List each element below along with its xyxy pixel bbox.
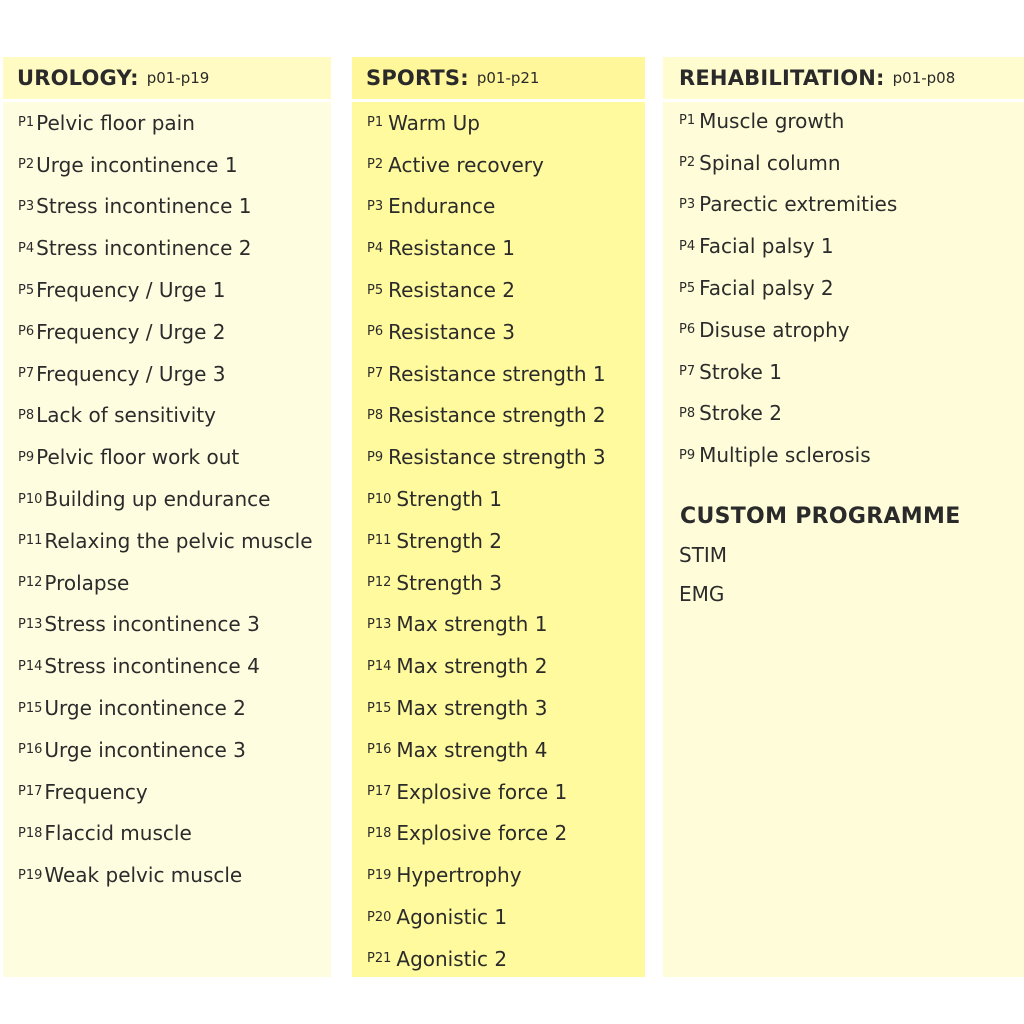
urology-item-label: Urge incontinence 3 xyxy=(44,737,246,762)
rehabilitation-item-code: P2 xyxy=(679,155,696,171)
urology-item-code: P12 xyxy=(18,575,43,591)
urology-item-code: P6 xyxy=(18,324,35,340)
rehabilitation-item xyxy=(679,393,1024,435)
rehabilitation-item-code: P7 xyxy=(679,364,696,380)
urology-item-code: P9 xyxy=(18,449,35,465)
sports-item-code: P11 xyxy=(367,533,392,549)
urology-range: p01-p19 xyxy=(146,69,210,87)
urology-item xyxy=(18,520,331,562)
rehabilitation-item-code: P6 xyxy=(679,322,696,338)
urology-item-code: P1 xyxy=(18,115,35,131)
rehabilitation-item-label: Spinal column xyxy=(699,150,841,175)
rehabilitation-item xyxy=(679,100,1024,142)
rehabilitation-item-code: P9 xyxy=(679,447,696,463)
sports-item-code: P7 xyxy=(367,366,384,382)
sports-item-code: P17 xyxy=(367,784,392,800)
sports-item-code: P10 xyxy=(367,491,392,507)
sports-item xyxy=(367,562,645,604)
sports-item-code: P21 xyxy=(367,951,392,967)
sports-item xyxy=(367,854,645,896)
urology-item-code: P14 xyxy=(18,658,43,674)
sports-header xyxy=(352,57,645,99)
sports-item-code: P1 xyxy=(367,115,384,131)
rehabilitation-item-label: Muscle growth xyxy=(699,108,845,133)
rehabilitation-item-label: Stroke 1 xyxy=(699,359,782,384)
sports-item-code: P13 xyxy=(367,616,392,632)
urology-item-code: P2 xyxy=(18,157,35,173)
urology-item-label: Lack of sensitivity xyxy=(36,403,216,428)
rehabilitation-column xyxy=(663,57,1024,977)
sports-item-label: Max strength 2 xyxy=(396,654,548,679)
urology-item-label: Frequency / Urge 1 xyxy=(36,278,226,303)
sports-item-label: Resistance 1 xyxy=(388,236,515,261)
sports-item-label: Warm Up xyxy=(388,110,480,135)
rehabilitation-item-label: Disuse atrophy xyxy=(699,317,850,342)
custom-programme-list xyxy=(679,535,1024,613)
sports-column xyxy=(352,57,645,977)
urology-item xyxy=(18,353,331,395)
rehabilitation-item-label: Multiple sclerosis xyxy=(699,443,871,468)
sports-item-code: P8 xyxy=(367,407,384,423)
rehabilitation-header xyxy=(663,57,1024,99)
sports-item-code: P6 xyxy=(367,324,384,340)
sports-item-label: Explosive force 1 xyxy=(396,779,568,804)
urology-item xyxy=(18,102,331,144)
sports-item-label: Resistance strength 1 xyxy=(388,361,606,386)
urology-item xyxy=(18,144,331,186)
sports-item xyxy=(367,102,645,144)
sports-item-label: Resistance 3 xyxy=(388,319,515,344)
rehabilitation-item-label: Facial palsy 1 xyxy=(699,234,834,259)
urology-item xyxy=(18,186,331,228)
rehabilitation-item xyxy=(679,434,1024,476)
sports-item-label: Hypertrophy xyxy=(396,863,522,888)
sports-item-label: Max strength 3 xyxy=(396,696,548,721)
sports-item xyxy=(367,144,645,186)
urology-item xyxy=(18,604,331,646)
sports-item-code: P16 xyxy=(367,742,392,758)
urology-item-label: Building up endurance xyxy=(44,487,271,512)
rehabilitation-item-code: P5 xyxy=(679,280,696,296)
urology-item-label: Stress incontinence 3 xyxy=(44,612,260,637)
urology-item xyxy=(18,269,331,311)
urology-item-code: P11 xyxy=(18,533,43,549)
urology-item-label: Frequency xyxy=(44,779,148,804)
sports-item xyxy=(367,604,645,646)
rehabilitation-item xyxy=(679,267,1024,309)
rehabilitation-item-label: Facial palsy 2 xyxy=(699,276,834,301)
urology-item-code: P7 xyxy=(18,366,35,382)
urology-item xyxy=(18,645,331,687)
urology-item-label: Urge incontinence 1 xyxy=(36,152,238,177)
sports-item xyxy=(367,729,645,771)
urology-item-code: P17 xyxy=(18,784,43,800)
urology-item-label: Pelvic floor pain xyxy=(36,110,195,135)
urology-item xyxy=(18,813,331,855)
sports-item xyxy=(367,771,645,813)
rehabilitation-item-label: Stroke 2 xyxy=(699,401,782,426)
urology-item-code: P5 xyxy=(18,282,35,298)
urology-item xyxy=(18,854,331,896)
sports-item xyxy=(367,478,645,520)
sports-item-label: Strength 1 xyxy=(396,487,502,512)
sports-item xyxy=(367,896,645,938)
sports-item xyxy=(367,395,645,437)
sports-item-label: Strength 3 xyxy=(396,570,502,595)
urology-item-code: P19 xyxy=(18,867,43,883)
urology-item-label: Stress incontinence 4 xyxy=(44,654,260,679)
sports-item-code: P18 xyxy=(367,825,392,841)
sports-item-label: Active recovery xyxy=(388,152,544,177)
rehabilitation-item-code: P3 xyxy=(679,196,696,212)
sports-item xyxy=(367,813,645,855)
urology-item-label: Stress incontinence 2 xyxy=(36,236,252,261)
urology-item-label: Weak pelvic muscle xyxy=(44,863,243,888)
rehabilitation-list xyxy=(663,100,1024,476)
sports-item-label: Resistance strength 2 xyxy=(388,403,606,428)
rehabilitation-item xyxy=(679,184,1024,226)
urology-item-code: P8 xyxy=(18,407,35,423)
sports-item xyxy=(367,687,645,729)
sports-item-label: Endurance xyxy=(388,194,496,219)
sports-item xyxy=(367,353,645,395)
sports-item-label: Agonistic 1 xyxy=(396,905,508,930)
urology-item-label: Prolapse xyxy=(44,570,130,595)
urology-title: UROLOGY: xyxy=(17,66,139,90)
urology-item-code: P4 xyxy=(18,240,35,256)
urology-item-label: Stress incontinence 1 xyxy=(36,194,252,219)
urology-item-label: Flaccid muscle xyxy=(44,821,192,846)
sports-item-label: Max strength 4 xyxy=(396,737,548,762)
urology-item-code: P13 xyxy=(18,616,43,632)
sports-item-label: Resistance strength 3 xyxy=(388,445,606,470)
urology-item-code: P18 xyxy=(18,825,43,841)
urology-item xyxy=(18,771,331,813)
urology-item-label: Pelvic floor work out xyxy=(36,445,240,470)
sports-item-code: P14 xyxy=(367,658,392,674)
rehabilitation-item xyxy=(679,309,1024,351)
sports-item-label: Resistance 2 xyxy=(388,278,515,303)
sports-title: SPORTS: xyxy=(366,66,469,90)
sports-item xyxy=(367,311,645,353)
sports-item xyxy=(367,269,645,311)
rehabilitation-item-code: P4 xyxy=(679,238,696,254)
sports-item-code: P9 xyxy=(367,449,384,465)
sports-item-code: P2 xyxy=(367,157,384,173)
sports-item-label: Max strength 1 xyxy=(396,612,548,637)
rehabilitation-item xyxy=(679,225,1024,267)
urology-item xyxy=(18,227,331,269)
sports-item xyxy=(367,436,645,478)
urology-item-code: P16 xyxy=(18,742,43,758)
custom-programme-item-stim: STIM xyxy=(679,542,728,567)
sports-item xyxy=(367,520,645,562)
sports-item-label: Explosive force 2 xyxy=(396,821,568,846)
sports-item-label: Strength 2 xyxy=(396,528,502,553)
urology-item-label: Urge incontinence 2 xyxy=(44,696,246,721)
custom-programme-title: CUSTOM PROGRAMME xyxy=(680,504,961,530)
sports-item-code: P15 xyxy=(367,700,392,716)
sports-item xyxy=(367,938,645,980)
urology-item-label: Frequency / Urge 2 xyxy=(36,319,226,344)
sports-range: p01-p21 xyxy=(476,69,540,87)
urology-column xyxy=(3,57,331,977)
urology-item xyxy=(18,311,331,353)
sports-item xyxy=(367,645,645,687)
urology-item xyxy=(18,436,331,478)
rehabilitation-item xyxy=(679,351,1024,393)
urology-list xyxy=(3,102,331,896)
urology-item-code: P3 xyxy=(18,198,35,214)
urology-item xyxy=(18,729,331,771)
sports-item-code: P4 xyxy=(367,240,384,256)
urology-item-code: P15 xyxy=(18,700,43,716)
rehabilitation-item-label: Parectic extremities xyxy=(699,192,898,217)
urology-item-code: P10 xyxy=(18,491,43,507)
rehabilitation-range: p01-p08 xyxy=(892,69,956,87)
sports-item-code: P3 xyxy=(367,198,384,214)
urology-item-label: Frequency / Urge 3 xyxy=(36,361,226,386)
sports-item-label: Agonistic 2 xyxy=(396,946,508,971)
urology-item-label: Relaxing the pelvic muscle xyxy=(44,528,313,553)
rehabilitation-item-code: P1 xyxy=(679,113,696,129)
urology-item xyxy=(18,562,331,604)
rehabilitation-item xyxy=(679,142,1024,184)
sports-item xyxy=(367,227,645,269)
sports-item-code: P12 xyxy=(367,575,392,591)
rehabilitation-title: REHABILITATION: xyxy=(679,66,885,90)
sports-item-code: P19 xyxy=(367,867,392,883)
sports-list xyxy=(352,102,645,980)
sports-item-code: P5 xyxy=(367,282,384,298)
rehabilitation-item-code: P8 xyxy=(679,405,696,421)
urology-item xyxy=(18,395,331,437)
custom-programme-item-emg: EMG xyxy=(679,581,725,606)
urology-item xyxy=(18,687,331,729)
sports-item xyxy=(367,186,645,228)
urology-item xyxy=(18,478,331,520)
sports-item-code: P20 xyxy=(367,909,392,925)
urology-header xyxy=(3,57,331,99)
